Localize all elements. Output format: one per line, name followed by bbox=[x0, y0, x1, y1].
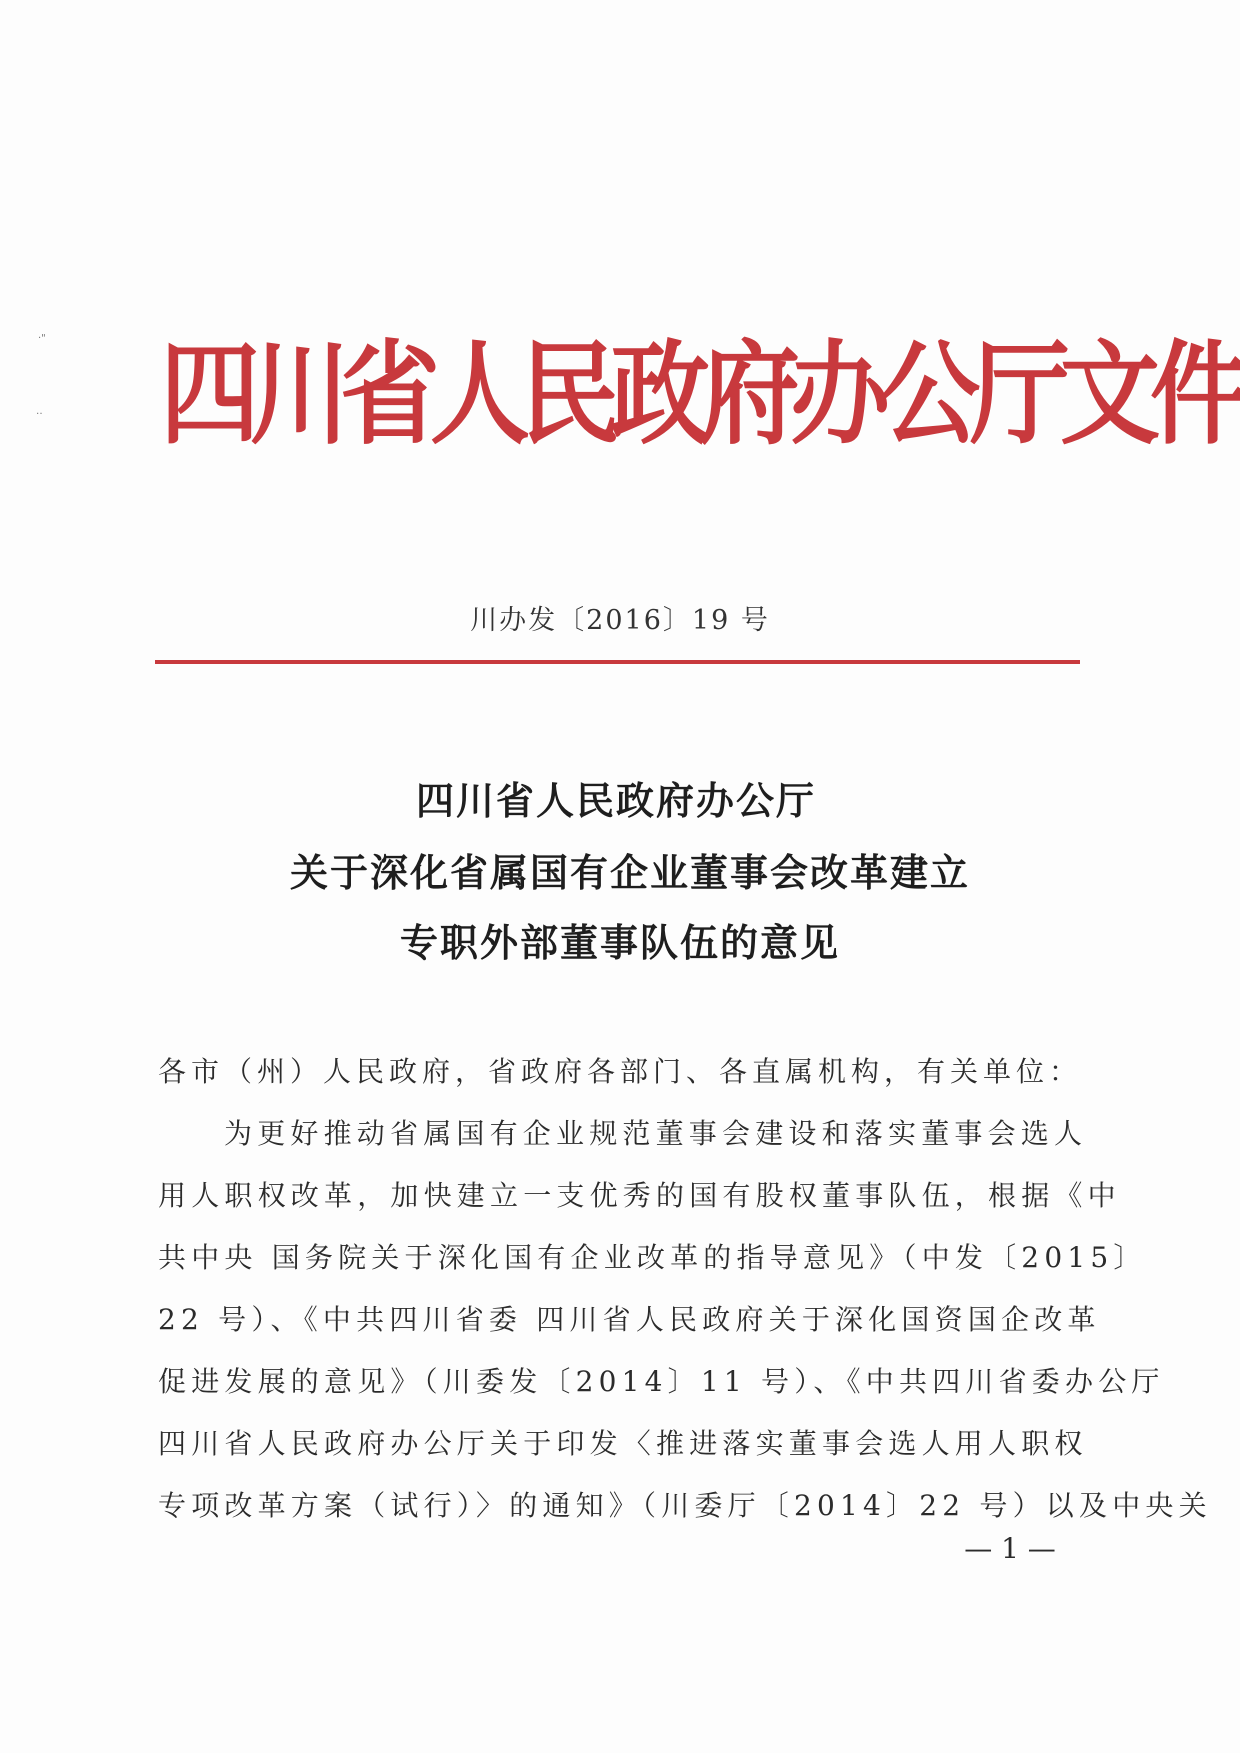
document-title-line-3: 专职外部董事队伍的意见 bbox=[399, 921, 840, 965]
page-number: — 1 — bbox=[964, 1532, 1056, 1565]
body-text-line: 共中央 国务院关于深化国有企业改革的指导意见》（中发〔2015〕 bbox=[158, 1241, 1147, 1274]
salutation: 各市（州）人民政府，省政府各部门、各直属机构，有关单位： bbox=[158, 1055, 1083, 1088]
document-number: 川办发〔2016〕19 号 bbox=[470, 605, 770, 636]
document-title-line-1: 四川省人民政府办公厅 bbox=[415, 779, 816, 823]
red-divider-rule bbox=[155, 660, 1080, 664]
body-text-line: 四川省人民政府办公厅关于印发〈推进落实董事会选人用人职权 bbox=[158, 1427, 1088, 1460]
scan-artifact: ·" bbox=[38, 333, 46, 344]
document-title-line-2: 关于深化省属国有企业董事会改革建立 bbox=[289, 851, 970, 895]
body-text-line: 为更好推动省属国有企业规范董事会建设和落实董事会选人 bbox=[224, 1117, 1088, 1150]
body-text-line: 用人职权改革，加快建立一支优秀的国有股权董事队伍，根据《中 bbox=[158, 1179, 1121, 1212]
body-text-line: 专项改革方案（试行）〉的通知》（川委厅〔2014〕22 号）以及中央关 bbox=[158, 1489, 1212, 1522]
scan-artifact: ‥ bbox=[36, 406, 43, 417]
document-masthead: 四川省人民政府办公厅文件 bbox=[160, 328, 1240, 460]
body-text-line: 促进发展的意见》（川委发〔2014〕11 号）、《中共四川省委办公厅 bbox=[158, 1365, 1165, 1398]
body-text-line: 22 号）、《中共四川省委 四川省人民政府关于深化国资国企改革 bbox=[158, 1303, 1101, 1336]
